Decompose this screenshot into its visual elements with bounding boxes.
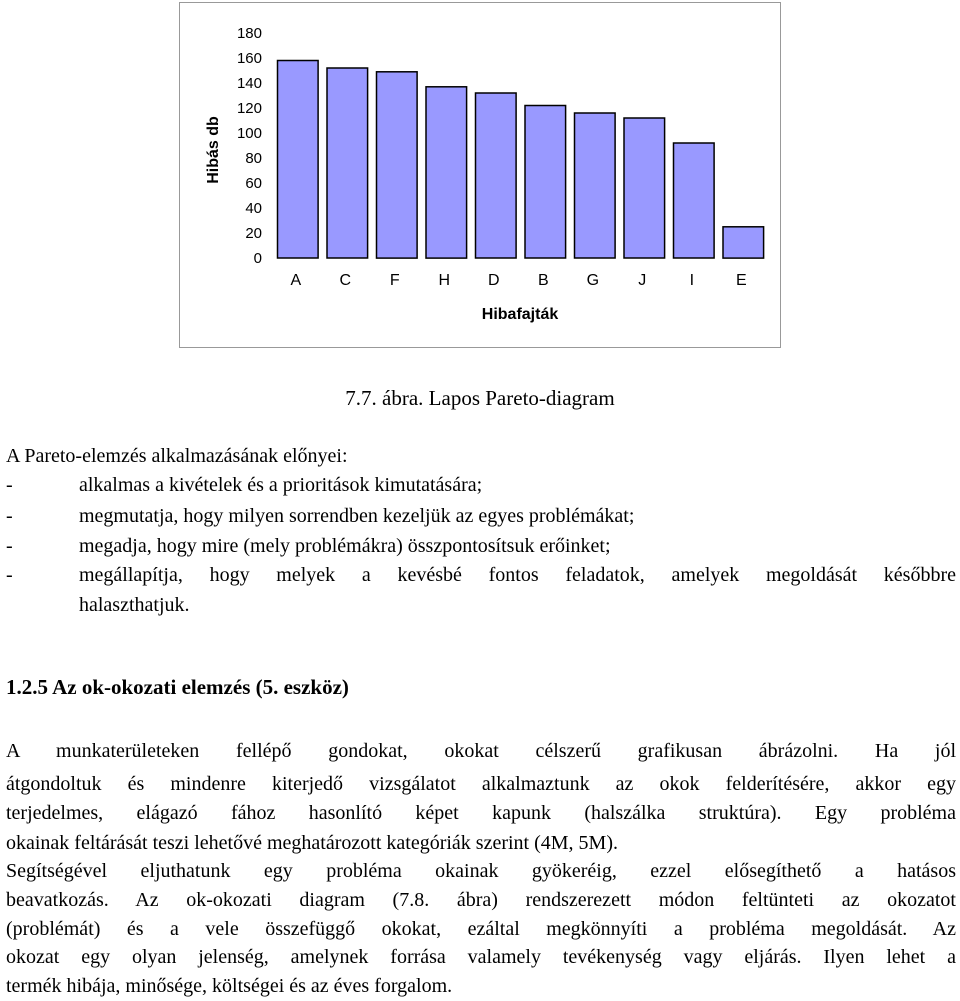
y-tick-label: 60 [245,175,262,192]
x-tick-label: D [488,272,500,289]
y-tick-label: 180 [236,25,262,42]
x-tick-label: E [735,272,747,289]
list-item: - megadja, hogy mire (mely problémákra) összpontosítsuk erőinket; [6,535,611,557]
paragraph-line: termék hibája, minősége, költségei és az éves forgalom. [6,975,453,997]
bar-F [377,72,418,258]
bar-D [476,93,517,258]
y-tick-label: 120 [236,100,262,117]
bar-I [674,143,715,258]
pareto-chart [180,3,780,347]
x-tick-label: B [537,272,549,289]
list-item-continuation: halaszthatjuk. [79,594,190,616]
x-tick-label: C [339,272,352,289]
paragraph-line: (problémát) és a vele összefüggő okokat, ezáltal megkönnyíti a probléma megoldását. Az [6,918,956,940]
y-tick-label: 160 [236,50,262,67]
list-item: - megmutatja, hogy milyen sorrendben kezeljük az egyes problémákat; [6,505,635,527]
chart-container [179,2,781,348]
section-heading: 1.2.5 Az ok-okozati elemzés (5. eszköz) [6,675,349,699]
x-tick-label: J [638,272,647,289]
x-axis-label: Hibafajták [481,306,559,323]
x-tick-label: I [689,272,695,289]
x-tick-label: H [438,272,451,289]
paragraph-line: terjedelmes, elágazó fához hasonlító képet kapunk (halszálka struktúra). Egy probléma [6,802,956,824]
y-tick-label: 80 [245,150,262,167]
paragraph-line: okainak feltárását teszi lehetővé meghatározott kategóriák szerint (4M, 5M). [6,832,618,854]
list-item: - megállapítja, hogy melyek a kevésbé fontos feladatok, amelyek megoldását későbbre [6,564,956,586]
bar-G [575,113,616,258]
x-tick-label: A [290,272,302,289]
list-intro: A Pareto-elemzés alkalmazásának előnyei: [6,445,348,467]
x-tick-label: F [389,272,400,289]
bar-J [624,118,665,258]
bar-B [525,106,566,259]
list-item: - alkalmas a kivételek és a prioritások kimutatására; [6,474,483,496]
y-tick-label: 100 [236,125,262,142]
y-tick-label: 140 [236,75,262,92]
list-item-text: megállapítja, hogy melyek a kevésbé fontos feladatok, amelyek megoldását későbbre [79,564,956,586]
x-tick-label: G [586,272,600,289]
y-tick-label: 0 [253,250,262,267]
paragraph-line: Segítségével eljuthatunk egy probléma okainak gyökeréig, ezzel elősegíthető a hatásos [6,860,956,882]
y-axis-label: Hibás db [205,116,222,184]
bar-E [723,227,764,258]
list-item-text: alkalmas a kivételek és a prioritások kimutatására; [79,474,483,496]
bar-H [426,87,467,258]
figure-caption: 7.7. ábra. Lapos Pareto-diagram [345,386,615,410]
paragraph-line: okozat egy olyan jelenség, amelynek forrása valamely tevékenység vagy eljárás. Ilyen lehet a [6,946,956,968]
paragraph-line: átgondoltuk és mindenre kiterjedő vizsgálatot alkalmaztunk az okok felderítésére, akkor egy [6,773,956,795]
bar-C [327,68,368,258]
y-tick-label: 20 [245,225,262,242]
list-item-text: megmutatja, hogy milyen sorrendben kezeljük az egyes problémákat; [79,505,635,527]
list-item-text: megadja, hogy mire (mely problémákra) összpontosítsuk erőinket; [79,535,611,557]
paragraph-line: beavatkozás. Az ok-okozati diagram (7.8. ábra) rendszerezett módon feltünteti az okozatot [6,889,956,911]
bar-A [278,61,319,259]
y-tick-label: 40 [245,200,262,217]
paragraph-line: A munkaterületeken fellépő gondokat, okokat célszerű grafikusan ábrázolni. Ha jól [6,740,956,762]
